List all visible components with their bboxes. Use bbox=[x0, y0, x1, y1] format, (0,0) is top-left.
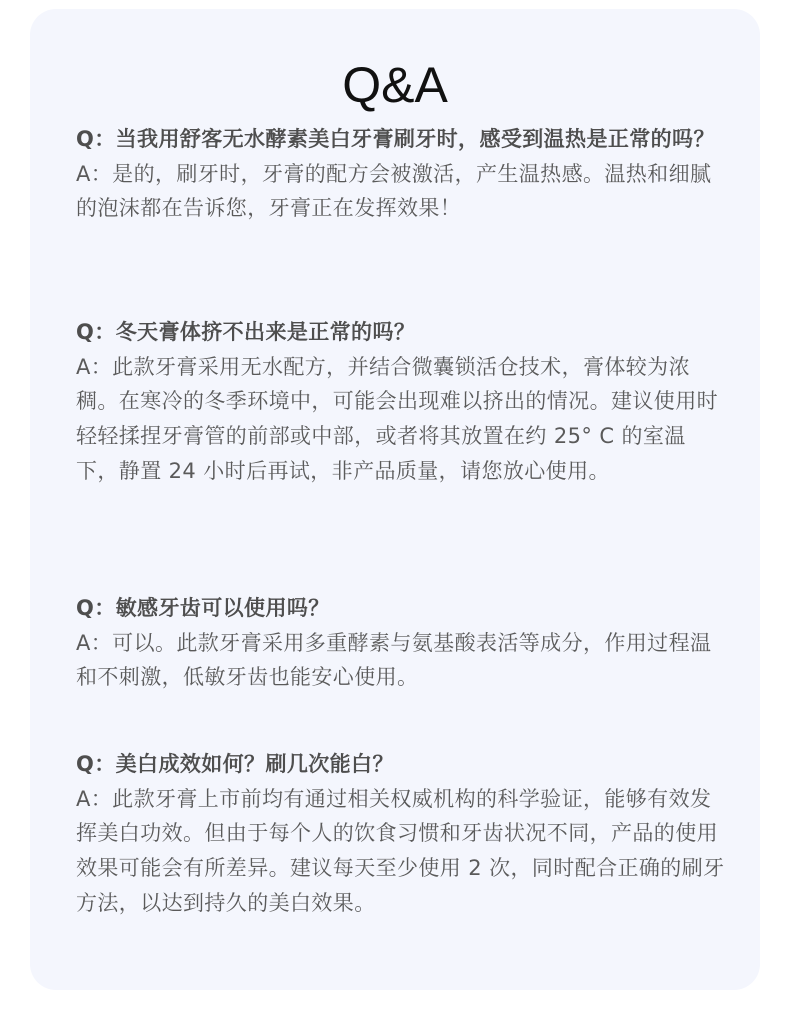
question-3: Q：敏感牙齿可以使用吗？ bbox=[76, 596, 330, 620]
answer-2: A：此款牙膏采用无水配方，并结合微囊锁活仓技术，膏体较为浓稠。在寒冷的冬季环境中，可能会出现难以挤出的情况。建议使用时轻轻揉捏牙膏管的前部或中部，或者将其放置在约 25° C 的室温下，静置 24 小时后再试，非产品质量，请您放心使用。 bbox=[76, 354, 718, 483]
qa-item-2 bbox=[76, 315, 726, 489]
qa-item-1 bbox=[76, 122, 726, 226]
qa-card bbox=[30, 9, 760, 990]
page-title: Q&A bbox=[342, 57, 448, 113]
question-2: Q：冬天膏体挤不出来是正常的吗？ bbox=[76, 320, 416, 344]
answer-3: A：可以。此款牙膏采用多重酵素与氨基酸表活等成分，作用过程温和不刺激，低敏牙齿也能安心使用。 bbox=[76, 630, 712, 690]
qa-item-4 bbox=[76, 747, 726, 921]
qa-item-3 bbox=[76, 591, 726, 695]
question-4: Q：美白成效如何？刷几次能白？ bbox=[76, 752, 394, 776]
answer-1: A：是的，刷牙时，牙膏的配方会被激活，产生温热感。温热和细腻的泡沫都在告诉您，牙膏正在发挥效果！ bbox=[76, 161, 712, 221]
answer-4: A：此款牙膏上市前均有通过相关权威机构的科学验证，能够有效发挥美白功效。但由于每个人的饮食习惯和牙齿状况不同，产品的使用效果可能会有所差异。建议每天至少使用 2 次，同时配合正确的刷牙方法，以达到持久的美白效果。 bbox=[76, 786, 725, 915]
question-1: Q：当我用舒客无水酵素美白牙膏刷牙时，感受到温热是正常的吗？ bbox=[76, 127, 715, 151]
